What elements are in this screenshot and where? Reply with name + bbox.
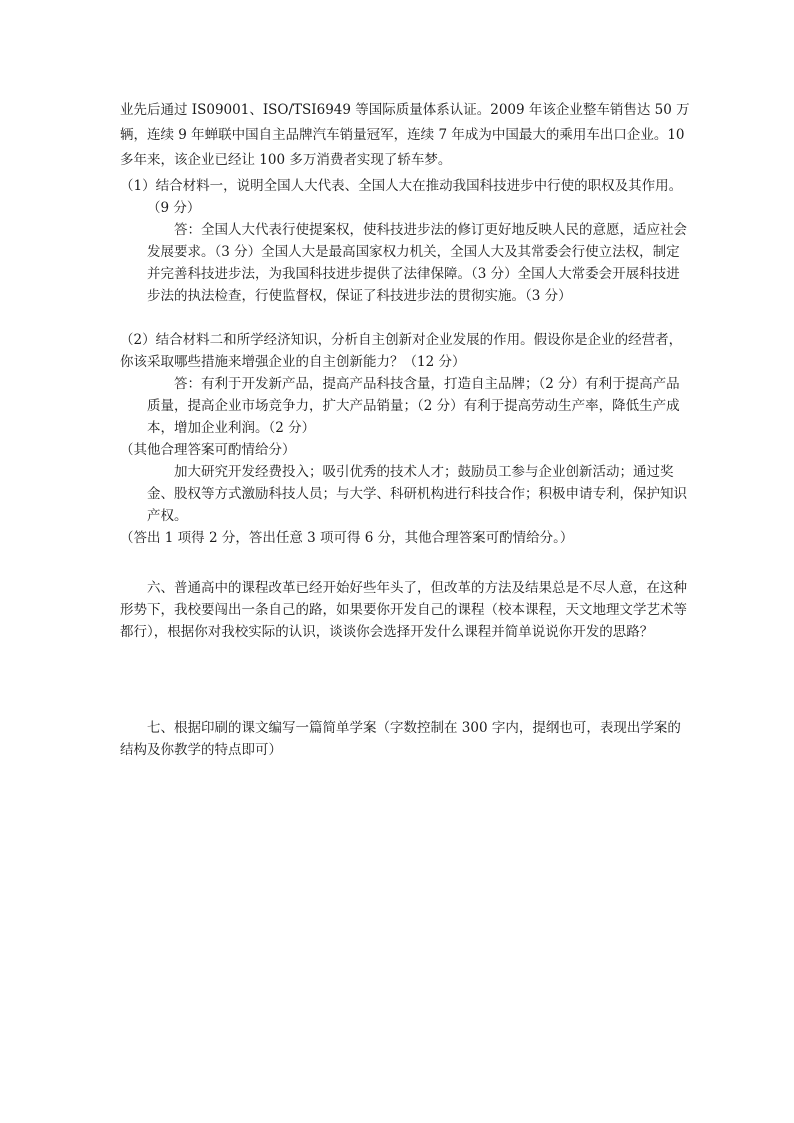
question-7: 七、根据印刷的课文编写一篇简单学案（字数控制在 300 字内，提纲也可，表现出学案的结构及你教学的特点即可） xyxy=(120,720,681,758)
measures-paragraph: 加大研究开发经费投入；吸引优秀的技术人才；鼓励员工参与企业创新活动；通过奖金、股权等方式激励科技人员；与大学、科研机构进行科技合作；积极申请专利，保护知识产权。 xyxy=(147,464,687,524)
question-2: （2）结合材料二和所学经济知识，分析自主创新对企业发展的作用。假设你是企业的经营者，你该采取哪些措施来增强企业的自主创新能力？（12 分） xyxy=(120,332,683,370)
scoring-note-1: （其他合理答案可酌情给分） xyxy=(120,442,296,458)
question-6: 六、普通高中的课程改革已经开始好些年头了，但改革的方法及结果总是不尽人意，在这种形势下，我校要闯出一条自己的路，如果要你开发自己的课程（校本课程，天文地理文学艺术等都行），根据你对我校实际的认识，谈谈你会选择开发什么课程并简单说说你开发的思路？ xyxy=(120,580,687,640)
document-body xyxy=(120,98,690,761)
answer-2: 答：有利于开发新产品，提高产品科技含量，打造自主品牌；（2 分）有利于提高产品质量，提高企业市场竞争力，扩大产品销量；（2 分）有利于提高劳动生产率，降低生产成本，增加企业利润。（2 分） xyxy=(147,376,680,436)
intro-paragraph: 业先后通过 IS09001、ISO/TSI6949 等国际质量体系认证。2009 年该企业整车销售达 50 万辆，连续 9 年蝉联中国自主品牌汽车销量冠军，连续 7 年成为中国最大的乘用车出口企业。10 多年来，该企业已经让 100 多万消费者实现了轿车梦。 xyxy=(120,102,690,168)
answer-1: 答：全国人大代表行使提案权，使科技进步法的修订更好地反映人民的意愿，适应社会发展要求。（3 分）全国人大是最高国家权力机关，全国人大及其常委会行使立法权，制定并完善科技进步法，为我国科技进步提供了法律保障。（3 分）全国人大常委会开展科技进步法的执法检查，行使监督权，保证了科技进步法的贯彻实施。（3 分） xyxy=(147,222,687,304)
scoring-note-2: （答出 1 项得 2 分，答出任意 3 项可得 6 分，其他合理答案可酌情给分。） xyxy=(120,530,574,546)
question-1: （1）结合材料一，说明全国人大代表、全国人大在推动我国科技进步中行使的职权及其作用。（9 分） xyxy=(120,178,683,216)
